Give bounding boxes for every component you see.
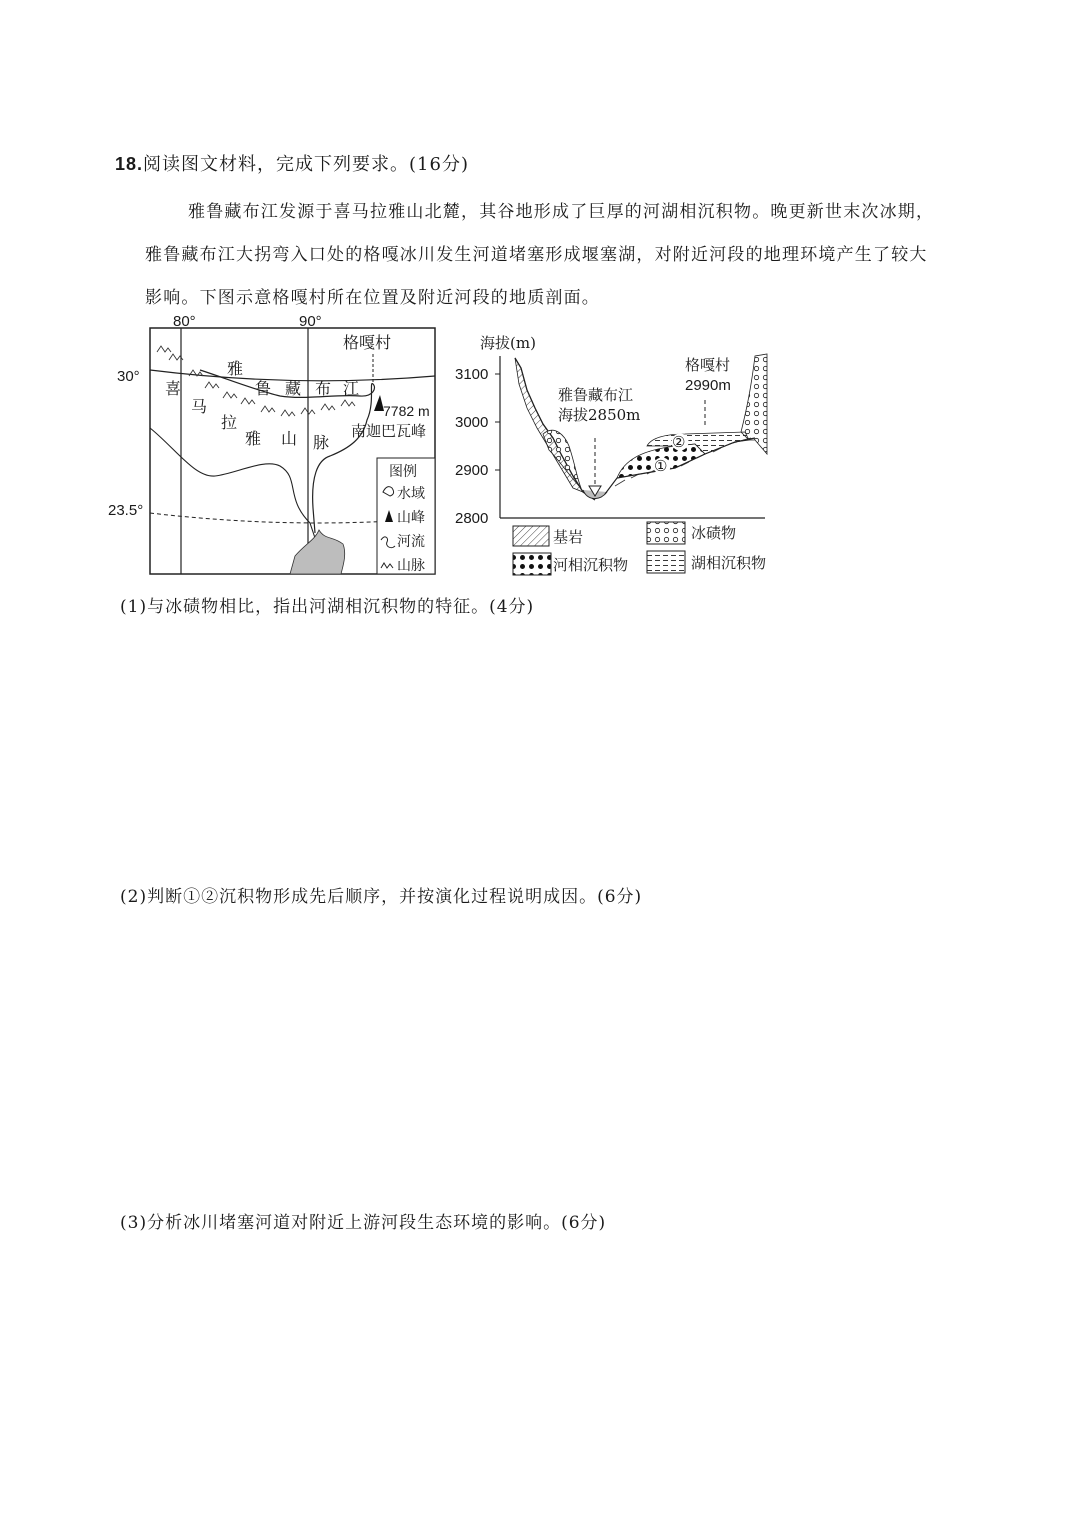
question-number: 18. [115,154,144,174]
legend-lacustrine-swatch [647,551,685,573]
label-lat-23-5: 23.5° [108,502,144,519]
mountain-char-6: 脉 [313,433,330,452]
water-body [290,530,345,574]
river-char-3: 藏 [285,379,302,398]
legend-mountain: 山脉 [397,558,425,574]
legend-river: 河流 [397,534,425,550]
mountain-char-2: 马 [191,397,208,416]
river-label: 雅鲁藏布江 [558,386,634,404]
label-lat-30: 30° [117,368,140,385]
legend-moraine: 冰碛物 [691,524,737,542]
location-map [105,308,450,580]
layer-1-label: ① [654,457,668,475]
legend-bedrock: 基岩 [553,528,584,546]
material-line-3: 影响。下图示意格嘎村所在位置及附近河段的地质剖面。 [145,288,600,308]
label-lon-80: 80° [173,313,196,330]
mountain-char-5: 山 [281,429,298,448]
legend-bedrock-swatch [513,526,549,546]
geologic-profile [455,328,785,578]
legend-water: 水域 [397,486,425,502]
material-line-1: 雅鲁藏布江发源于喜马拉雅山北麓，其谷地形成了巨厚的河湖相沉积物。晚更新世末次冰期， [188,202,935,222]
village-altitude: 2990m [685,377,731,394]
question-heading [115,150,469,176]
river-char-4: 布 [315,379,332,398]
mountain-char-1: 喜 [165,379,182,398]
legend-peak: 山峰 [397,510,425,526]
legend-title: 图例 [389,464,417,480]
y-tick-3100: 3100 [455,366,489,383]
mountain-char-3: 拉 [221,413,238,432]
y-tick-2800: 2800 [455,510,489,527]
question-title: 阅读图文材料，完成下列要求。(16分) [143,154,469,175]
label-village: 格嘎村 [343,333,392,352]
material-line-2: 雅鲁藏布江大拐弯入口处的格嘎冰川发生河道堵塞形成堰塞湖，对附近河段的地理环境产生了较大 [145,245,928,265]
y-tick-3000: 3000 [455,414,489,431]
village-label-profile: 格嘎村 [685,356,731,374]
label-peak-height: 7782 m [383,403,430,419]
legend-lacustrine: 湖相沉积物 [691,554,767,572]
legend-moraine-swatch [647,522,685,544]
sub-question-1: (1)与冰碛物相比，指出河湖相沉积物的特征。(4分) [120,597,535,617]
river-char-2: 鲁 [255,379,272,398]
y-axis-label: 海拔(m) [480,334,536,352]
sub-question-3: (3)分析冰川堵塞河道对附近上游河段生态环境的影响。(6分) [120,1213,607,1233]
label-lon-90: 90° [299,313,322,330]
label-peak-name: 南迦巴瓦峰 [351,422,427,440]
river-char-1: 雅 [227,359,244,378]
legend-fluvial: 河相沉积物 [553,556,629,574]
left-moraine [543,430,581,488]
y-tick-2900: 2900 [455,462,489,479]
river-altitude: 海拔2850m [558,406,641,424]
legend-fluvial-swatch [513,553,551,575]
sub-question-2: (2)判断①②沉积物形成先后顺序，并按演化过程说明成因。(6分) [120,887,643,907]
river-char-5: 江 [343,379,360,398]
mountain-char-4: 雅 [245,429,262,448]
layer-2-label: ② [672,433,686,451]
